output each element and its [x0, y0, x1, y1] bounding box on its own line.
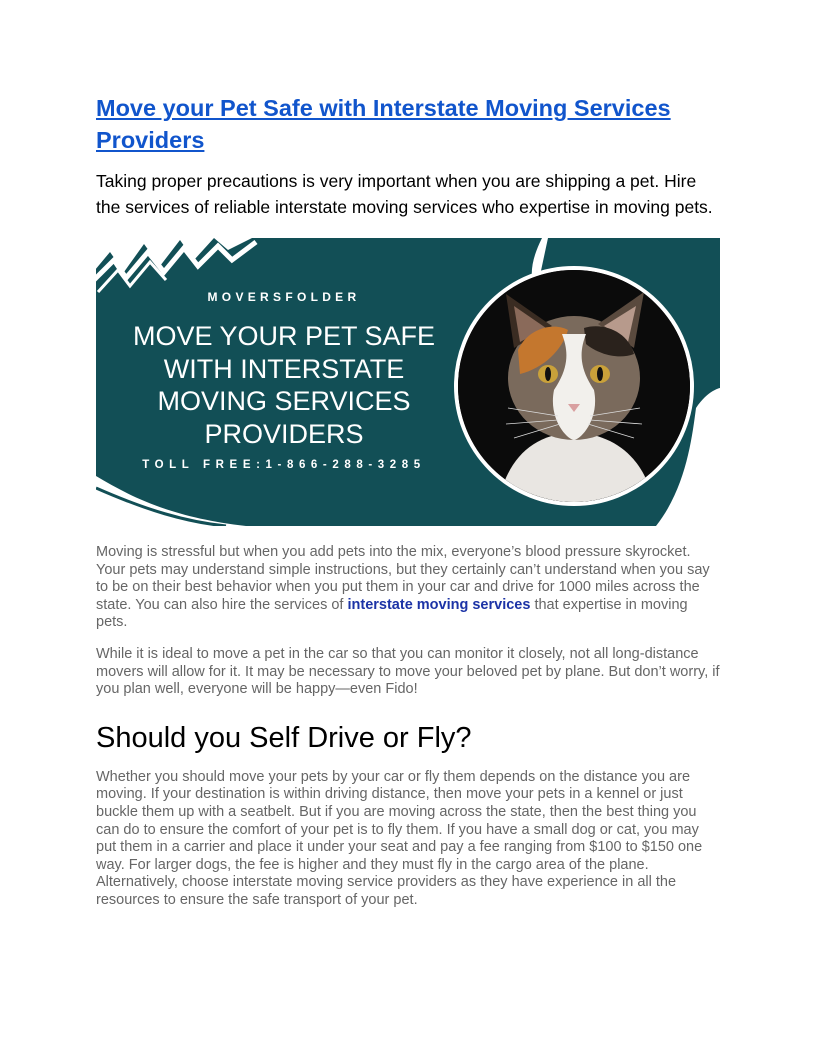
paragraph-1-text: Moving is stressful but when you add pets into the mix, everyone’s blood pressure skyrocket. Your pets may understand simple instructions, but they certainly can’t understand when you say to be on their best behavior when you put them in your car and drive for 1000 miles across the state. You can also hire the services of [96, 544, 710, 613]
banner-headline: MOVE YOUR PET SAFE WITH INTERSTATE MOVING SERVICES PROVIDERS [132, 321, 436, 449]
paragraph-3: Whether you should move your pets by your car or fly them depends on the distance you are moving. If your destination is within driving distance, then move your pets in a kennel or just buckle them up with a seatbelt. But if you are moving across the state, then the best thing you can do to ensure the comfort of your pet is to fly them. If you have a small dog or cat, you may put them in a carrier and place it under your seat and pay a fee ranging from $100 to $150 one way. For larger dogs, the fee is higher and they must fly in the cargo area of the plane. Alternatively, choose interstate moving service providers as they have experience in all the resources to ensure the safe transport of your pet. [96, 768, 703, 908]
hero-banner [96, 238, 720, 526]
paragraph-2: While it is ideal to move a pet in the car so that you can monitor it closely, not all long-distance movers will allow for it. It may be necessary to move your beloved pet by plane. But don’t worry, if you plan well, everyone will be happy—even Fido! [96, 645, 720, 698]
paragraph-1 [96, 544, 720, 632]
banner-tollfree: TOLL FREE:1-866-288-3285 [142, 459, 426, 471]
banner-brand: MOVERSFOLDER [207, 290, 361, 304]
cat-photo [454, 266, 694, 506]
article-intro: Taking proper precautions is very important when you are shipping a pet. Hire the services of reliable interstate moving services who expertise in moving pets. [96, 171, 713, 217]
document-page [96, 92, 720, 910]
section-heading: Should you Self Drive or Fly? [96, 721, 472, 754]
interstate-moving-services-link[interactable]: interstate moving services [347, 596, 531, 613]
article-title-link[interactable]: Move your Pet Safe with Interstate Moving Services Providers [96, 95, 671, 153]
paragraph-1-tail: that expertise in moving pets. [96, 596, 688, 631]
